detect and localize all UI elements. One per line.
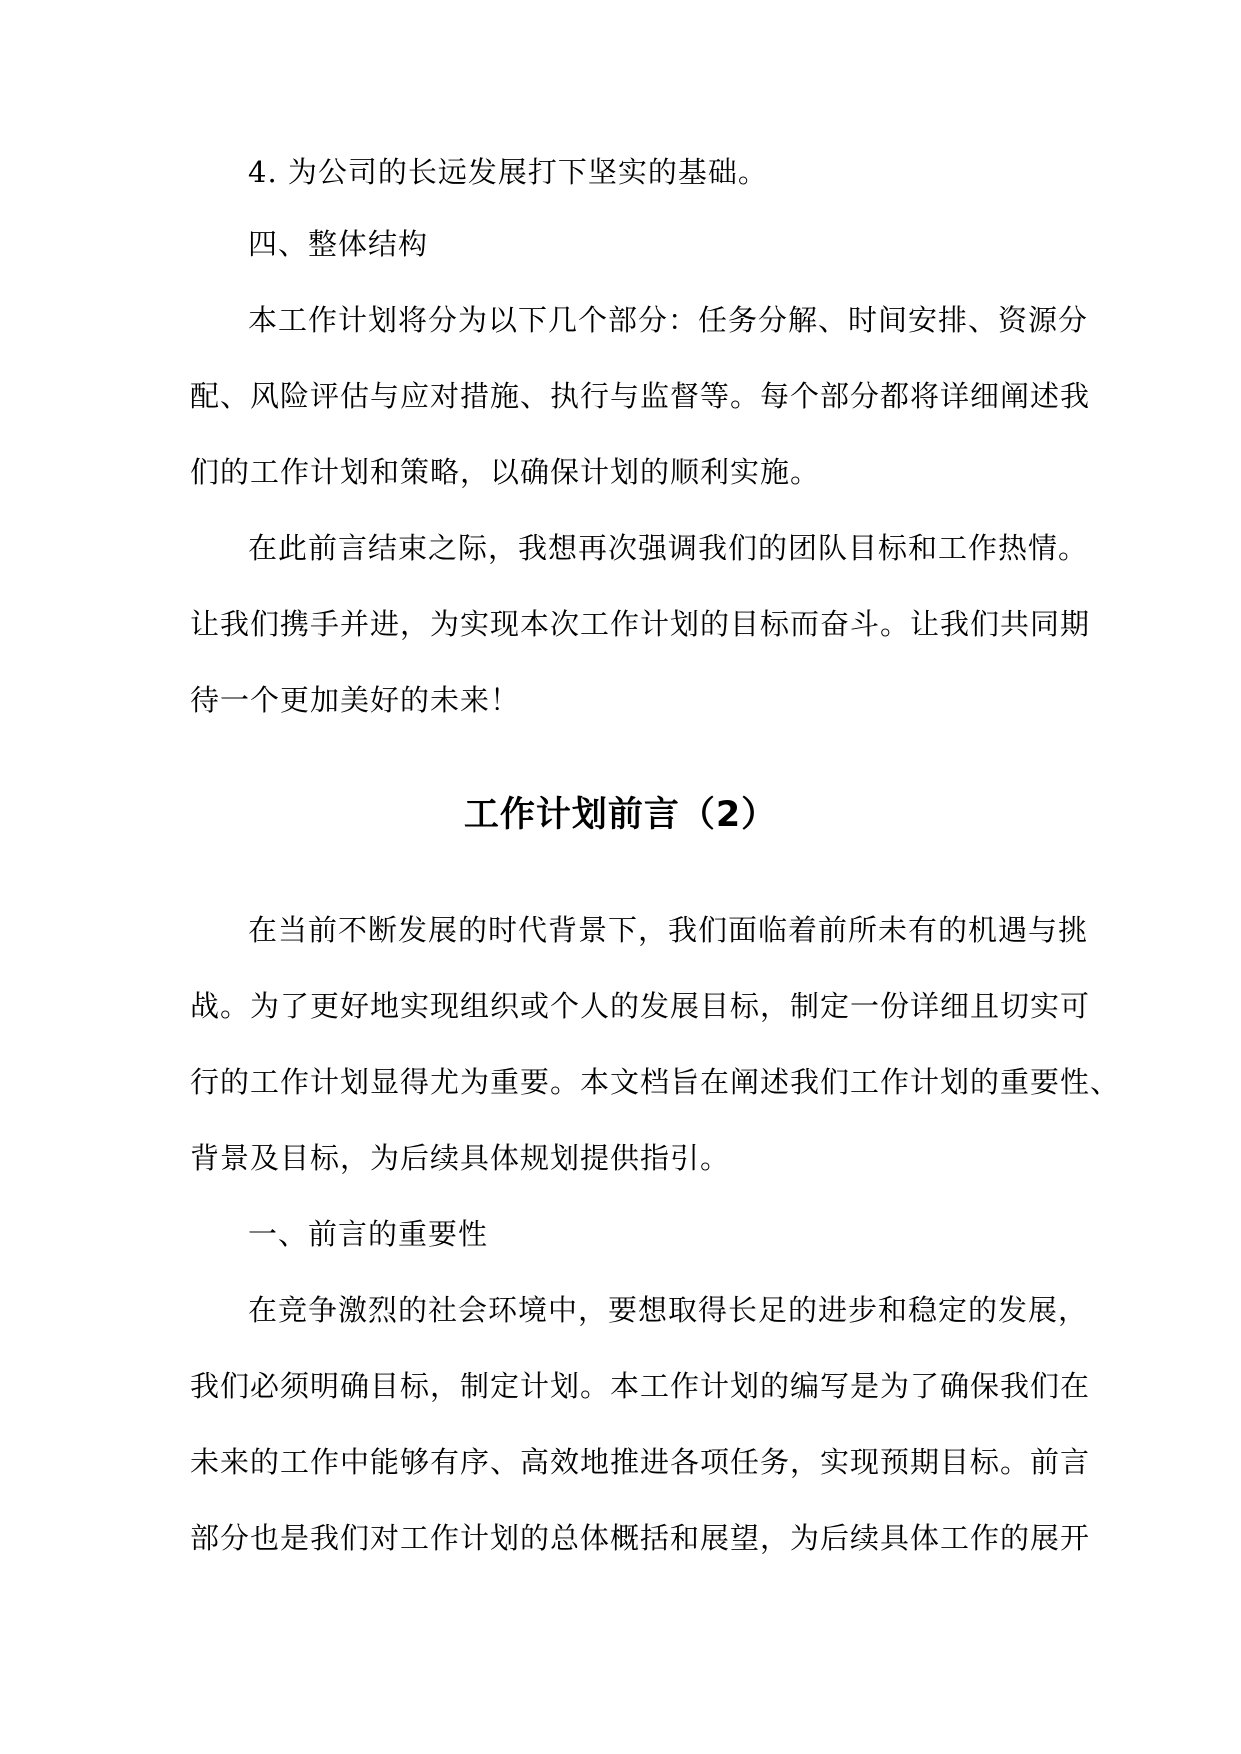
page-title: 工作计划前言（2） [463,795,778,835]
paragraph-line: 部分也是我们对工作计划的总体概括和展望，为后续具体工作的展开 [190,1521,1091,1555]
paragraph-line: 行的工作计划显得尤为重要。本文档旨在阐述我们工作计划的重要性、 [190,1065,1121,1099]
paragraph-line: 配、风险评估与应对措施、执行与监督等。每个部分都将详细阐述我 [190,379,1091,413]
paragraph-line: 让我们携手并进，为实现本次工作计划的目标而奋斗。让我们共同期 [190,607,1091,641]
paragraph-line: 我们必须明确目标，制定计划。本工作计划的编写是为了确保我们在 [190,1369,1091,1403]
paragraph-line: 本工作计划将分为以下几个部分：任务分解、时间安排、资源分 [248,303,1089,337]
paragraph-line: 战。为了更好地实现组织或个人的发展目标，制定一份详细且切实可 [190,989,1091,1023]
paragraph-line: 在此前言结束之际，我想再次强调我们的团队目标和工作热情。 [248,531,1089,565]
section-heading-structure: 四、整体结构 [248,227,429,261]
paragraph-line: 未来的工作中能够有序、高效地推进各项任务，实现预期目标。前言 [190,1445,1091,1479]
paragraph-line: 在当前不断发展的时代背景下，我们面临着前所未有的机遇与挑 [248,913,1089,947]
paragraph-line: 待一个更加美好的未来！ [190,683,521,717]
list-item-4: 4. 为公司的长远发展打下坚实的基础。 [248,155,768,189]
paragraph-line: 们的工作计划和策略，以确保计划的顺利实施。 [190,455,821,489]
paragraph-line: 在竞争激烈的社会环境中，要想取得长足的进步和稳定的发展， [248,1293,1089,1327]
section-heading-importance: 一、前言的重要性 [248,1217,489,1251]
paragraph-line: 背景及目标，为后续具体规划提供指引。 [190,1141,731,1175]
